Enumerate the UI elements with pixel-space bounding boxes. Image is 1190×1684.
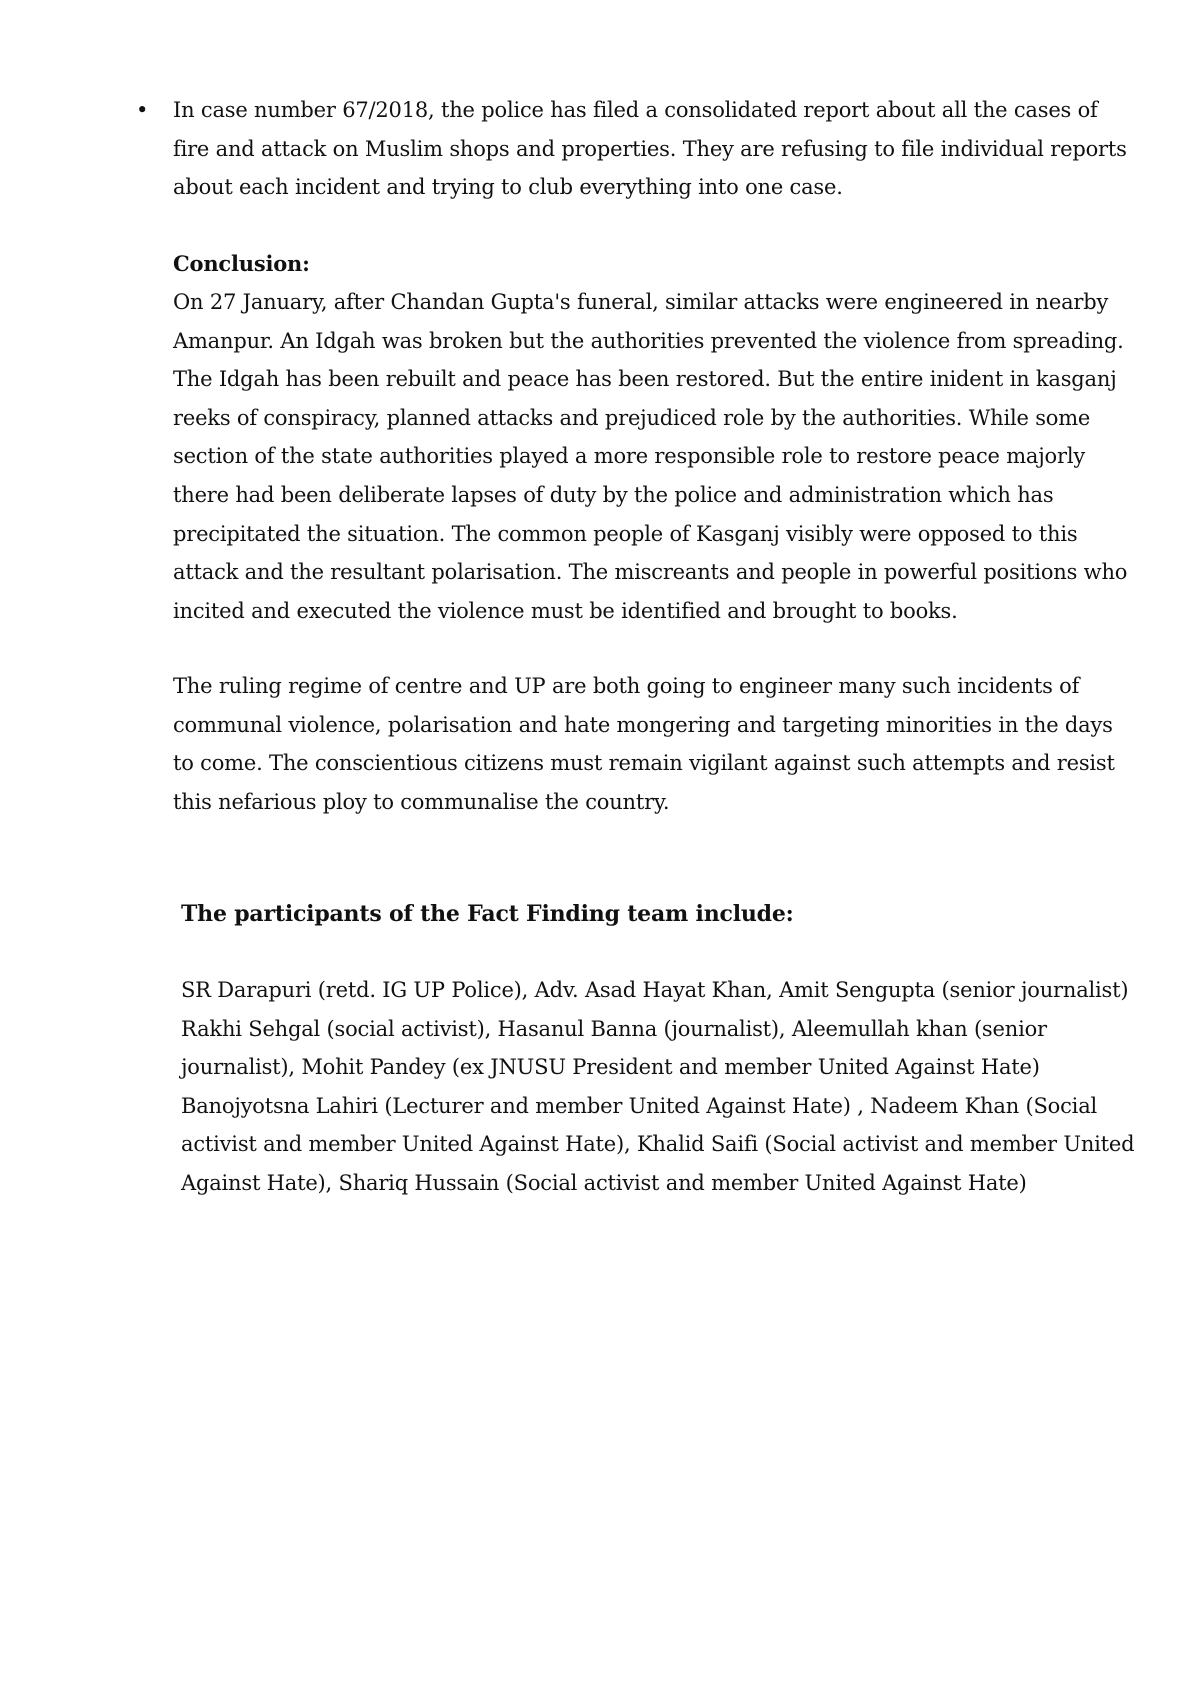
paragraph-line: this nefarious ploy to communalise the country. [173,789,670,814]
paragraph-line: Against Hate), Shariq Hussain (Social activist and member United Against Hate) [181,1170,1027,1195]
paragraph-line: The Idgah has been rebuilt and peace has been restored. But the entire inident in kasganj [173,367,1117,392]
paragraph-line: In case number 67/2018, the police has filed a consolidated report about all the cases of [173,98,1098,122]
paragraph-line: Amanpur. An Idgah was broken but the authorities prevented the violence from spreading. [173,328,1124,353]
bullet-paragraph [173,91,1127,207]
paragraph-line: incited and executed the violence must be identified and brought to books. [173,598,958,623]
paragraph-line: attack and the resultant polarisation. The miscreants and people in powerful positions who [173,560,1128,585]
paragraph-line: fire and attack on Muslim shops and properties. They are refusing to file individual reports [173,136,1127,161]
paragraph-line: Banojyotsna Lahiri (Lecturer and member United Against Hate) , Nadeem Khan (Social [181,1093,1098,1118]
paragraph-line: On 27 January, after Chandan Gupta's funeral, similar attacks were engineered in nearby [173,290,1109,314]
bullet-marker: • [136,98,149,122]
paragraph-line: there had been deliberate lapses of duty by the police and administration which has [173,482,1054,507]
paragraph-line: communal violence, polarisation and hate mongering and targeting minorities in the days [173,712,1113,737]
paragraph-line: about each incident and trying to club everything into one case. [173,175,843,200]
conclusion-heading: Conclusion: [173,251,310,276]
paragraph-line: activist and member United Against Hate), Khalid Saifi (Social activist and member United [181,1132,1135,1157]
paragraph-line: journalist), Mohit Pandey (ex JNUSU President and member United Against Hate) [181,1055,1040,1080]
paragraph-line: reeks of conspiracy, planned attacks and prejudiced role by the authorities. While some [173,405,1091,430]
participants-heading: The participants of the Fact Finding team include: [181,901,794,927]
paragraph-line: SR Darapuri (retd. IG UP Police), Adv. Asad Hayat Khan, Amit Sengupta (senior journalist) [181,978,1129,1002]
closing-paragraph [173,667,1133,821]
paragraph-line: section of the state authorities played a more responsible role to restore peace majorly [173,444,1086,469]
conclusion-paragraph [173,283,1133,630]
paragraph-line: to come. The conscientious citizens must remain vigilant against such attempts and resist [173,751,1115,776]
paragraph-line: Rakhi Sehgal (social activist), Hasanul Banna (journalist), Aleemullah khan (senior [181,1016,1047,1041]
participants-paragraph [181,971,1141,1203]
paragraph-line: precipitated the situation. The common people of Kasganj visibly were opposed to this [173,521,1078,546]
paragraph-line: The ruling regime of centre and UP are both going to engineer many such incidents of [173,674,1080,698]
